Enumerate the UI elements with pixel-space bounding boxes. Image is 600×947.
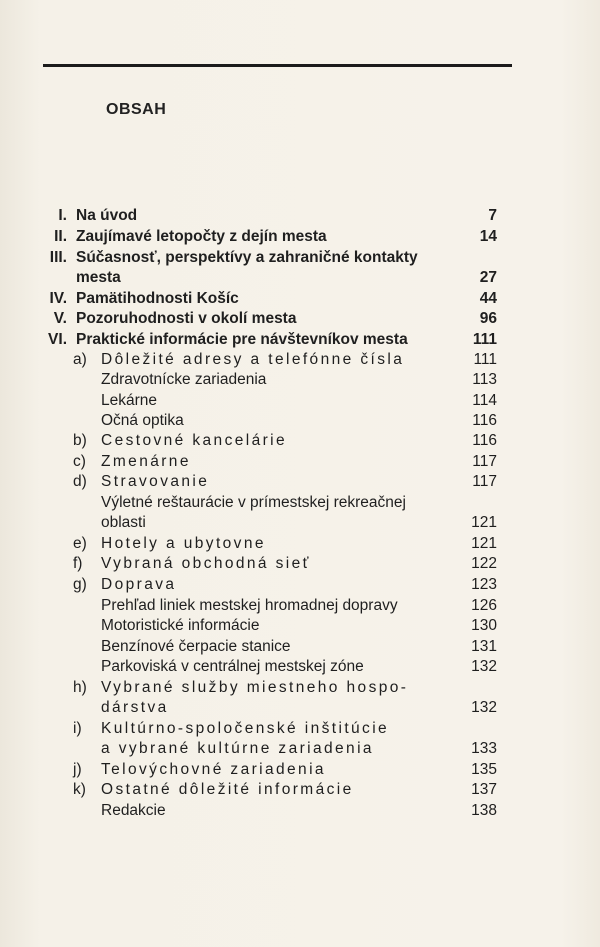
top-rule [43, 64, 512, 67]
section-letter: k) [73, 781, 86, 798]
chapter-title: Súčasnosť, perspektívy a zahraničné kontakty [76, 249, 418, 266]
section-title: Telovýchovné zariadenia [101, 761, 326, 778]
toc-subrow [0, 760, 600, 780]
toc-row [0, 330, 600, 350]
page-number: 96 [479, 310, 497, 327]
section-title: Doprava [101, 576, 177, 593]
section-title: Hotely a ubytovne [101, 535, 266, 552]
page-number: 122 [471, 555, 497, 572]
page-number: 117 [472, 473, 497, 490]
subsection-title: Prehľad liniek mestskej hromadnej dopravy [101, 597, 398, 614]
toc-subrow [0, 534, 600, 554]
toc-subrow [0, 472, 600, 492]
toc-subrow [0, 575, 600, 595]
page-number: 14 [479, 228, 497, 245]
page-number: 116 [472, 412, 497, 429]
page-number: 130 [471, 617, 497, 634]
page-number: 44 [479, 290, 497, 307]
section-letter: f) [73, 555, 83, 572]
page-number: 138 [471, 802, 497, 819]
toc-subrow [0, 739, 600, 759]
section-title: Vybrané služby miestneho hospo- [101, 679, 409, 696]
toc-subrow [0, 801, 600, 821]
toc-subrow [0, 596, 600, 616]
page-number: 137 [471, 781, 497, 798]
subsection-title: oblasti [101, 514, 146, 531]
subsection-title: Redakcie [101, 802, 166, 819]
subsection-title: Zdravotnícke zariadenia [101, 371, 267, 388]
toc-subrow [0, 493, 600, 513]
chapter-number: III. [49, 249, 67, 266]
section-title: Zmenárne [101, 453, 191, 470]
page-number: 126 [471, 597, 497, 614]
page-number: 7 [488, 207, 497, 224]
page-number: 116 [472, 432, 497, 449]
toc-subrow [0, 431, 600, 451]
section-title: Vybraná obchodná sieť [101, 555, 311, 572]
subsection-title: Výletné reštaurácie v prímestskej rekreačnej [101, 494, 406, 511]
toc-subrow [0, 370, 600, 390]
chapter-number: I. [58, 207, 67, 224]
chapter-title: Praktické informácie pre návštevníkov mesta [76, 331, 408, 348]
toc-subrow [0, 350, 600, 370]
page-number: 114 [472, 392, 497, 409]
page-title: OBSAH [106, 101, 167, 118]
subsection-title: Parkoviská v centrálnej mestskej zóne [101, 658, 364, 675]
section-letter: i) [73, 720, 82, 737]
page-number: 111 [472, 331, 497, 348]
chapter-title: mesta [76, 269, 121, 286]
section-title: Ostatné dôležité informácie [101, 781, 354, 798]
section-title: Kultúrno-spoločenské inštitúcie [101, 720, 390, 737]
page-number: 113 [472, 371, 497, 388]
toc-subrow [0, 678, 600, 698]
page-number: 27 [479, 269, 497, 286]
chapter-number: V. [53, 310, 67, 327]
section-letter: j) [73, 761, 82, 778]
section-title: a vybrané kultúrne zariadenia [101, 740, 374, 757]
section-letter: h) [73, 679, 87, 696]
page-number: 121 [471, 514, 497, 531]
chapter-title: Pozoruhodnosti v okolí mesta [76, 310, 297, 327]
chapter-number: II. [54, 228, 67, 245]
toc-subrow [0, 452, 600, 472]
toc-subrow [0, 616, 600, 636]
page-number: 133 [471, 740, 497, 757]
toc-subrow [0, 637, 600, 657]
toc-row [0, 206, 600, 226]
page-number: 121 [471, 535, 497, 552]
section-letter: a) [73, 351, 87, 368]
section-letter: c) [73, 453, 86, 470]
subsection-title: Lekárne [101, 392, 158, 409]
section-title: Stravovanie [101, 473, 210, 490]
page-number: 135 [471, 761, 497, 778]
toc-subrow [0, 411, 600, 431]
page-number: 123 [471, 576, 497, 593]
toc-row [0, 289, 600, 309]
toc-row [0, 309, 600, 329]
page-number: 132 [471, 658, 497, 675]
toc-row [0, 268, 600, 288]
toc-row [0, 248, 600, 268]
section-letter: e) [73, 535, 87, 552]
toc-row [0, 227, 600, 247]
toc-subrow [0, 554, 600, 574]
subsection-title: Motoristické informácie [101, 617, 260, 634]
page-number: 131 [471, 638, 497, 655]
toc-subrow [0, 391, 600, 411]
toc-subrow [0, 698, 600, 718]
chapter-title: Zaujímavé letopočty z dejín mesta [76, 228, 327, 245]
toc-subrow [0, 657, 600, 677]
toc-subrow [0, 513, 600, 533]
chapter-title: Pamätihodnosti Košíc [76, 290, 239, 307]
subsection-title: Očná optika [101, 412, 184, 429]
toc-subrow [0, 780, 600, 800]
page-number: 117 [472, 453, 497, 470]
chapter-number: VI. [48, 331, 67, 348]
section-letter: g) [73, 576, 87, 593]
subsection-title: Benzínové čerpacie stanice [101, 638, 291, 655]
section-title: dárstva [101, 699, 169, 716]
section-letter: d) [73, 473, 87, 490]
section-letter: b) [73, 432, 87, 449]
section-title: Cestovné kancelárie [101, 432, 288, 449]
page-number: 111 [473, 351, 497, 368]
page-number: 132 [471, 699, 497, 716]
chapter-title: Na úvod [76, 207, 138, 224]
section-title: Dôležité adresy a telefónne čísla [101, 351, 405, 368]
toc-subrow [0, 719, 600, 739]
chapter-number: IV. [49, 290, 67, 307]
